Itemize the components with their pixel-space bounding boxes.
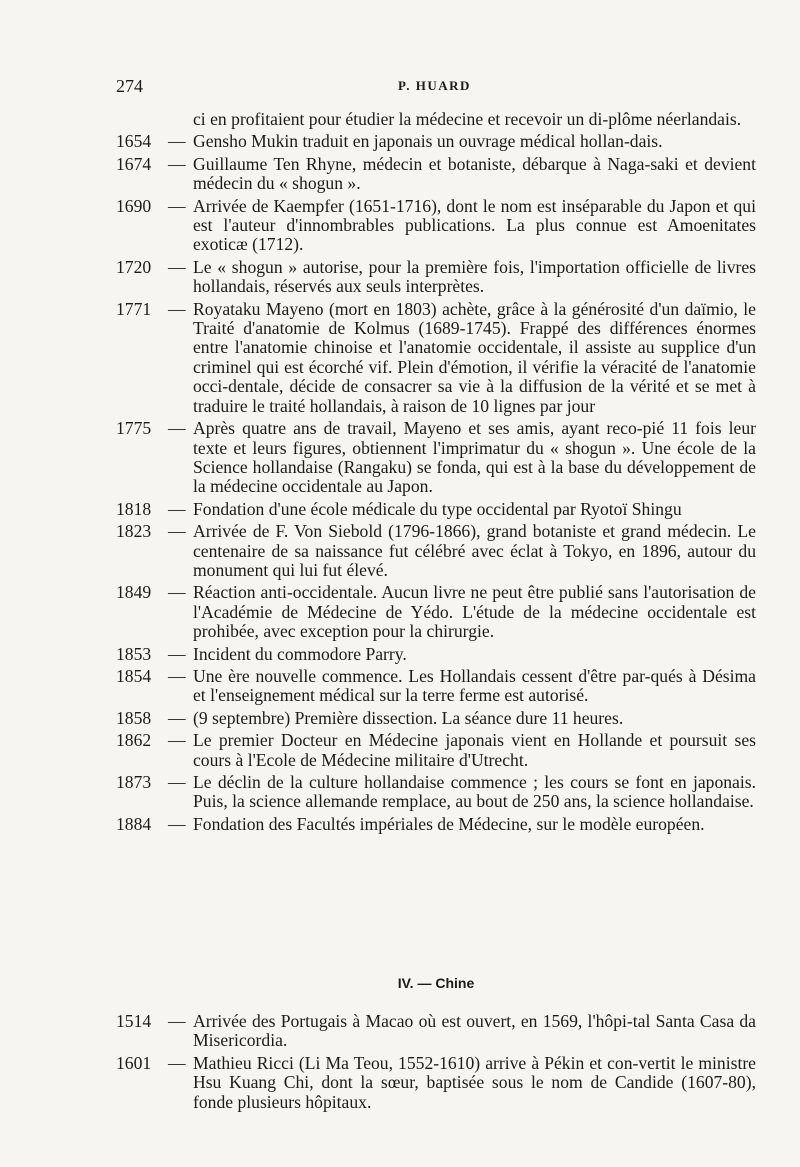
- chronology-entry: [116, 300, 756, 416]
- entry-dash: —: [168, 730, 186, 751]
- section-heading: IV. — Chine: [397, 975, 475, 991]
- chronology-entry: [116, 110, 756, 129]
- entry-dash: —: [168, 1052, 186, 1073]
- chronology-entry: [116, 132, 756, 151]
- entry-dash: —: [168, 131, 186, 152]
- entry-year: 1690: [116, 195, 152, 216]
- entry-dash: —: [168, 582, 186, 603]
- entry-dash: —: [168, 1011, 186, 1031]
- chronology-entry: [116, 773, 756, 812]
- entry-dash: —: [168, 256, 186, 277]
- entry-text: Royataku Mayeno (mort en 1803) achète, grâce à la générosité d'un daïmio, le Traité d'anatomie de Kolmus (1689-1745). Frappé des différences énormes entre l'anatomie chinoise et l'anatomie occidentale, il assiste au supplice d'un criminel qui est écorché vif. Plein d'émotion, il vérifie la véracité de l'anatomie occi-dentale, décide de consacrer sa vie à la diffusion de la vérité et se met à traduire le traité hollandais, à raison de 10 lignes par jour: [193, 298, 756, 416]
- chronology-entry: [116, 1054, 756, 1112]
- entry-text: (9 septembre) Première dissection. La séance dure 11 heures.: [193, 707, 624, 728]
- entry-text: Mathieu Ricci (Li Ma Teou, 1552-1610) arrive à Pékin et con-vertit le ministre Hsu Kuang Chi, dont la sœur, baptisée sous le nom de Candide (1607-80), fonde plusieurs hôpitaux.: [193, 1052, 756, 1112]
- entry-text: Le déclin de la culture hollandaise commence ; les cours se font en japonais. Puis, la science allemande remplace, au bout de 250 ans, la science hollandaise.: [193, 772, 756, 812]
- chronology-entry: [116, 731, 756, 770]
- entry-text: Réaction anti-occidentale. Aucun livre ne peut être publié sans l'autorisation de l'Académie de Médecine de Yédo. L'étude de la médecine occidentale est prohibée, avec exception pour la chirurgie.: [193, 582, 756, 642]
- entry-text: Gensho Mukin traduit en japonais un ouvrage médical hollan-dais.: [193, 131, 663, 152]
- entry-dash: —: [168, 665, 186, 686]
- entry-year: 1720: [116, 256, 152, 277]
- chronology-entry: [116, 258, 756, 297]
- chronology-entry: [116, 419, 756, 497]
- entry-text: Guillaume Ten Rhyne, médecin et botaniste, débarque à Naga-saki et devient médecin du « shogun ».: [193, 153, 756, 194]
- entry-year: 1514: [116, 1011, 152, 1031]
- entry-year: 1853: [116, 643, 152, 664]
- chronology-entry: [116, 197, 756, 255]
- japan-chronology: [116, 110, 756, 834]
- entry-year: 1823: [116, 521, 152, 542]
- entry-year: 1849: [116, 582, 152, 603]
- chronology-entry: [116, 522, 756, 580]
- entry-year: 1873: [116, 772, 152, 792]
- entry-year: 1862: [116, 730, 152, 751]
- chronology-entry: [116, 709, 756, 728]
- running-head: [116, 76, 756, 96]
- chronology-entry: [116, 645, 756, 664]
- entry-text: Fondation d'une école médicale du type occidental par Ryotoï Shingu: [193, 498, 682, 519]
- entry-text: Le « shogun » autorise, pour la première fois, l'importation officielle de livres hollandais, réservés aux seuls interprètes.: [193, 256, 756, 297]
- entry-dash: —: [168, 707, 186, 728]
- entry-text: Arrivée de F. Von Siebold (1796-1866), grand botaniste et grand médecin. Le centenaire de sa naissance fut célébré avec éclat à Tokyo, en 1896, autour du monument qui lui fut élevé.: [193, 521, 756, 580]
- entry-year: 1884: [116, 813, 152, 834]
- running-head-author: P. HUARD: [398, 78, 471, 93]
- entry-year: 1674: [116, 153, 152, 174]
- entry-year: 1858: [116, 707, 152, 728]
- page-number: 274: [116, 76, 143, 96]
- chronology-entry: [116, 583, 756, 641]
- entry-year: 1818: [116, 498, 152, 519]
- entry-dash: —: [168, 418, 186, 439]
- entry-text: Arrivée de Kaempfer (1651-1716), dont le nom est inséparable du Japon et qui est l'auteur d'innombrables publications. La plus connue est Amoenitates exoticæ (1712).: [193, 195, 756, 255]
- entry-dash: —: [168, 772, 186, 792]
- entry-text: Après quatre ans de travail, Mayeno et ses amis, ayant reco-pié 11 fois leur texte et leurs figures, obtiennent l'imprimatur du « shogun ». Une école de la Science hollandaise (Rangaku) se fonda, qui est à la base du développement de la médecine occidentale au Japon.: [193, 418, 756, 497]
- entry-year: 1771: [116, 298, 152, 319]
- entry-text: Le premier Docteur en Médecine japonais vient en Hollande et poursuit ses cours à l'Ecole de Médecine militaire d'Utrecht.: [193, 730, 756, 770]
- entry-text: Fondation des Facultés impériales de Médecine, sur le modèle européen.: [193, 813, 705, 834]
- entry-dash: —: [168, 298, 186, 319]
- chronology-entry: [116, 1012, 756, 1051]
- chronology-entry: [116, 155, 756, 194]
- entry-dash: —: [168, 813, 186, 834]
- entry-dash: —: [168, 498, 186, 519]
- entry-year: 1854: [116, 665, 152, 686]
- entry-text: Incident du commodore Parry.: [193, 643, 407, 664]
- entry-dash: —: [168, 195, 186, 216]
- chronology-entry: [116, 500, 756, 519]
- entry-text: Arrivée des Portugais à Macao où est ouvert, en 1569, l'hôpi-tal Santa Casa da Misericordia.: [193, 1011, 756, 1051]
- entry-text: Une ère nouvelle commence. Les Hollandais cessent d'être par-qués à Désima et l'enseignement médical sur la terre ferme est autorisé.: [193, 665, 756, 706]
- chronology-entry: [116, 815, 756, 834]
- china-chronology: [116, 1012, 756, 1112]
- entry-year: 1601: [116, 1052, 152, 1073]
- entry-dash: —: [168, 643, 186, 664]
- entry-year: 1654: [116, 131, 152, 152]
- entry-text: ci en profitaient pour étudier la médecine et recevoir un di-plôme néerlandais.: [193, 109, 742, 129]
- entry-dash: —: [168, 153, 186, 174]
- entry-dash: —: [168, 521, 186, 542]
- entry-year: 1775: [116, 418, 152, 439]
- chronology-entry: [116, 667, 756, 706]
